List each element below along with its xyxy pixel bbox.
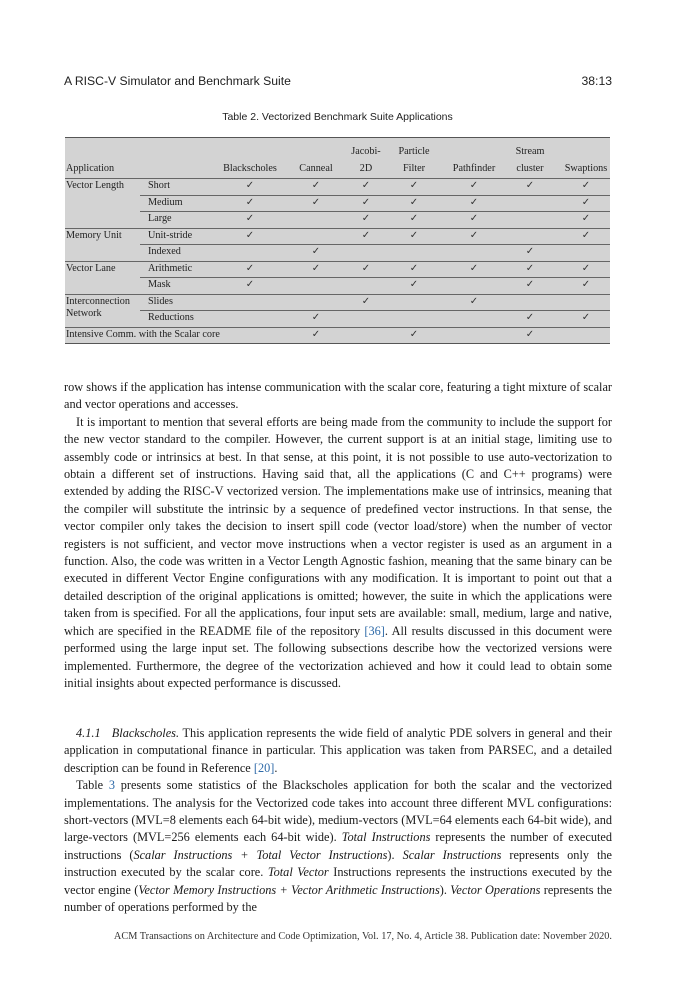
check-icon: ✓ xyxy=(311,196,321,208)
group-label: Intensive Comm. with the Scalar core xyxy=(66,328,220,340)
check-icon: ✓ xyxy=(409,229,419,241)
running-head xyxy=(64,74,612,88)
check-icon: ✓ xyxy=(469,180,479,191)
citation-link-20[interactable]: [20] xyxy=(253,760,275,775)
check-icon: ✓ xyxy=(581,262,591,274)
check-icon: ✓ xyxy=(581,279,591,290)
running-head-title: A RISC-V Simulator and Benchmark Suite xyxy=(64,74,291,88)
check-icon: ✓ xyxy=(245,196,255,208)
table-caption: Table 2. Vectorized Benchmark Suite Applications xyxy=(222,111,453,123)
paragraph-1: row shows if the application has intense communication with the scalar core, featuring a tight mixture of scalar and vector operations and accesses. xyxy=(64,380,612,412)
column-header: Swaptions xyxy=(564,163,608,174)
check-icon: ✓ xyxy=(409,328,419,340)
check-icon: ✓ xyxy=(469,213,479,224)
column-header: Filter xyxy=(402,163,426,174)
paragraph-3: 4.1.1 Blackscholes. This application represents the wide field of analytic PDE solvers in general and their application in computational finance in particular. This application was taken from PARSEC, and a detailed description can be found in Reference [20]. xyxy=(64,726,612,775)
check-icon: ✓ xyxy=(361,229,371,241)
row-rule xyxy=(65,294,610,295)
check-icon: ✓ xyxy=(525,262,535,274)
column-header: 2D xyxy=(359,163,373,174)
group-label: Network xyxy=(66,307,102,319)
group-label: Vector Length xyxy=(66,180,124,191)
column-header-line1: Jacobi- xyxy=(351,146,381,157)
check-icon: ✓ xyxy=(245,229,255,241)
check-icon: ✓ xyxy=(581,312,591,323)
group-label: Memory Unit xyxy=(66,229,122,241)
applications-table xyxy=(65,137,610,344)
check-icon: ✓ xyxy=(525,279,535,290)
column-header: Canneal xyxy=(299,163,333,174)
check-icon: ✓ xyxy=(245,279,255,290)
page-footer: ACM Transactions on Architecture and Code Optimization, Vol. 17, No. 4, Article 38. Publication date: November 2020. xyxy=(113,931,612,942)
check-icon: ✓ xyxy=(469,262,479,274)
column-header: Pathfinder xyxy=(452,163,496,174)
check-icon: ✓ xyxy=(525,312,535,323)
check-icon: ✓ xyxy=(409,262,419,274)
row-sublabel: Medium xyxy=(148,196,183,208)
check-icon: ✓ xyxy=(525,180,535,191)
check-icon: ✓ xyxy=(245,180,255,191)
check-icon: ✓ xyxy=(469,229,479,241)
check-icon: ✓ xyxy=(581,229,591,241)
check-icon: ✓ xyxy=(245,213,255,224)
group-label: Vector Lane xyxy=(66,262,116,274)
check-icon: ✓ xyxy=(409,180,419,191)
page-number: 38:13 xyxy=(581,74,612,88)
section-title: Blackscholes. xyxy=(111,726,180,740)
check-icon: ✓ xyxy=(525,328,535,340)
check-icon: ✓ xyxy=(361,262,371,274)
paragraph-4: Table 3 presents some statistics of the Blackscholes application for both the scalar and the vectorized implementations. The analysis for the Vectorized code takes into account three different MVL configurations: short-vectors (MVL=8 elements each 64-bit wide), medium-vectors (MVL=64 elements each 64-bit wide), and large-vectors (MVL=256 elements each 64-bit wide). Total Instructions represents the number of executed instructions (Scalar Instructions + Total Vector Instructions). Scalar Instructions represents only the instruction executed by the scalar core. Total Vector Instructions represents the instructions executed by the vector engine (Vector Memory Instructions + Vector Arithmetic Instructions). Vector Operations represents the number of operations performed by the xyxy=(64,778,613,915)
row-sublabel: Arithmetic xyxy=(148,262,193,274)
check-icon: ✓ xyxy=(361,180,371,191)
column-header: cluster xyxy=(516,163,544,174)
column-header: Blackscholes xyxy=(223,163,277,174)
citation-link-36[interactable]: [36] xyxy=(364,623,385,638)
check-icon: ✓ xyxy=(409,196,419,208)
check-icon: ✓ xyxy=(361,213,371,224)
check-icon: ✓ xyxy=(311,246,321,257)
row-sublabel: Indexed xyxy=(148,246,181,257)
row-sublabel: Large xyxy=(148,213,172,224)
row-sublabel: Unit-stride xyxy=(148,229,193,241)
check-icon: ✓ xyxy=(361,196,371,208)
table-3-link[interactable]: 3 xyxy=(108,778,115,793)
row-sublabel: Mask xyxy=(148,279,171,290)
row-sublabel: Reductions xyxy=(148,312,194,323)
column-header-line1: Particle xyxy=(398,146,430,157)
check-icon: ✓ xyxy=(311,312,321,323)
check-icon: ✓ xyxy=(469,295,479,307)
paragraph-2: It is important to mention that several efforts are being made from the community to include the support for the new vector standard to the compiler. However, the current support is at an initial stage, limiting use to assembly code or intrinsics at best. In that sense, at this point, it is not possible to use auto-vectorization to obtain a different set of instructions. Having said that, all the applications (C and C++ programs) were extended by adding the RISC-V vectorized version. The implementations make use of intrinsics, meaning that the compiler will substitute the intrinsic by a sequence of predefined vector instructions. In that sense, the vector compiler only takes the decision to insert spill code (vector load/store) when the number of vector registers is not sufficient, and vector move instructions when a vector register is used as an argument in a function. Also, the code was written in a Vector Length Agnostic fashion, meaning that the same binary can be executed in different Vector Engine configurations with any modification. It is important to point out that a detailed description of the original applications is omitted; however, the suite in which the applications were taken from is specified. For all the applications, four input sets are available: small, medium, large and native, which are specified in the README file of the repository [36]. All results discussed in this document were performed using the large input set. The following subsections describe how the vectorized versions were implemented. Furthermore, the degree of the vectorization achieved and how it could lead to obtain some initial insights about expected performance is discussed. xyxy=(64,414,612,690)
check-icon: ✓ xyxy=(409,213,419,224)
check-icon: ✓ xyxy=(245,262,255,274)
row-sublabel: Slides xyxy=(148,295,173,307)
check-icon: ✓ xyxy=(525,246,535,257)
check-icon: ✓ xyxy=(311,328,321,340)
check-icon: ✓ xyxy=(581,196,591,208)
check-icon: ✓ xyxy=(361,295,371,307)
check-icon: ✓ xyxy=(469,196,479,208)
check-icon: ✓ xyxy=(409,279,419,290)
group-label: Interconnection xyxy=(66,295,130,307)
row-rule xyxy=(65,228,610,229)
section-4-1-1 xyxy=(64,725,612,916)
check-icon: ✓ xyxy=(581,180,591,191)
header-application: Application xyxy=(66,163,115,174)
section-number: 4.1.1 xyxy=(76,726,101,740)
row-sublabel: Short xyxy=(148,180,171,191)
body-text xyxy=(64,379,612,692)
check-icon: ✓ xyxy=(581,213,591,224)
check-icon: ✓ xyxy=(311,180,321,191)
column-header-line1: Stream xyxy=(515,146,545,157)
check-icon: ✓ xyxy=(311,262,321,274)
